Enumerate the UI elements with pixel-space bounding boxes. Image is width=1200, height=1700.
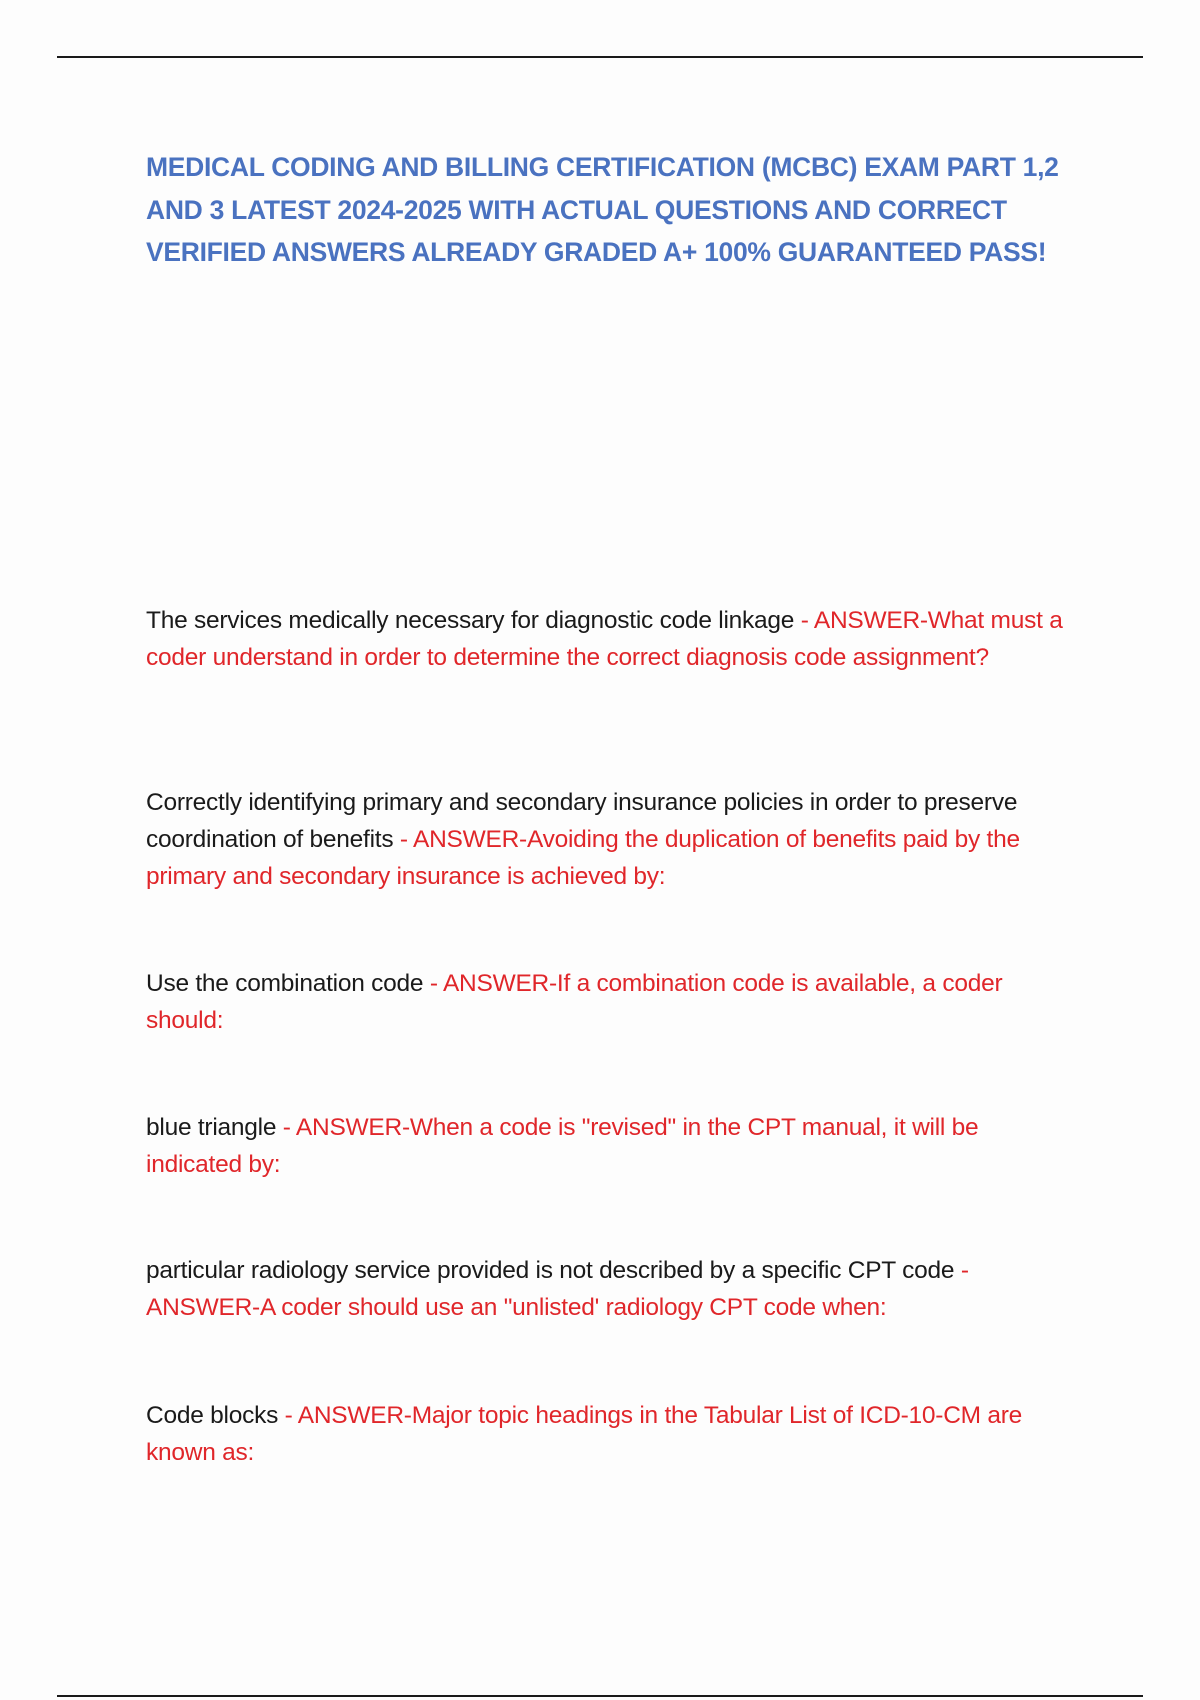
qa-term: Correctly identifying primary and secondary insurance policies in order to preserve coordination of benefits [146,789,1018,853]
qa-term: Code blocks [146,1402,279,1429]
bottom-rule [57,1695,1143,1697]
qa-separator: - [794,607,814,634]
document-title: MEDICAL CODING AND BILLING CERTIFICATION (MCBC) EXAM PART 1,2 AND 3 LATEST 2024-2025 WITH ACTUAL QUESTIONS AND CORRECT VERIFIED ANSWERS ALREADY GRADED A+ 100% GUARANTEED PASS! [146,152,1059,267]
qa-separator: - [423,970,443,997]
qa-item [146,1109,1076,1183]
qa-item [146,602,1076,676]
qa-answer: ANSWER-What must a coder understand in order to determine the correct diagnosis code assignment? [146,607,1063,671]
qa-separator: - [393,826,414,853]
qa-answer: ANSWER-If a combination code is available, a coder should: [146,970,1003,1034]
qa-item [146,1252,1076,1326]
qa-term: blue triangle [146,1114,277,1141]
qa-term: The services medically necessary for diagnostic code linkage [146,607,795,634]
qa-separator: - [276,1114,296,1141]
qa-item [146,965,1076,1039]
top-rule [57,56,1143,58]
qa-answer: ANSWER-Avoiding the duplication of benefits paid by the primary and secondary insurance is achieved by: [146,826,1020,890]
qa-separator: - [278,1402,298,1429]
qa-answer: ANSWER-A coder should use an "unlisted' radiology CPT code when: [146,1294,887,1321]
qa-answer: ANSWER-When a code is "revised" in the CPT manual, it will be indicated by: [146,1114,979,1178]
qa-term: Use the combination code [146,970,424,997]
qa-term: particular radiology service provided is not described by a specific CPT code [146,1257,955,1284]
qa-item [146,1397,1076,1471]
qa-item [146,784,1076,895]
qa-answer: ANSWER-Major topic headings in the Tabular List of ICD-10-CM are known as: [146,1402,1023,1466]
qa-separator: - [954,1257,969,1284]
